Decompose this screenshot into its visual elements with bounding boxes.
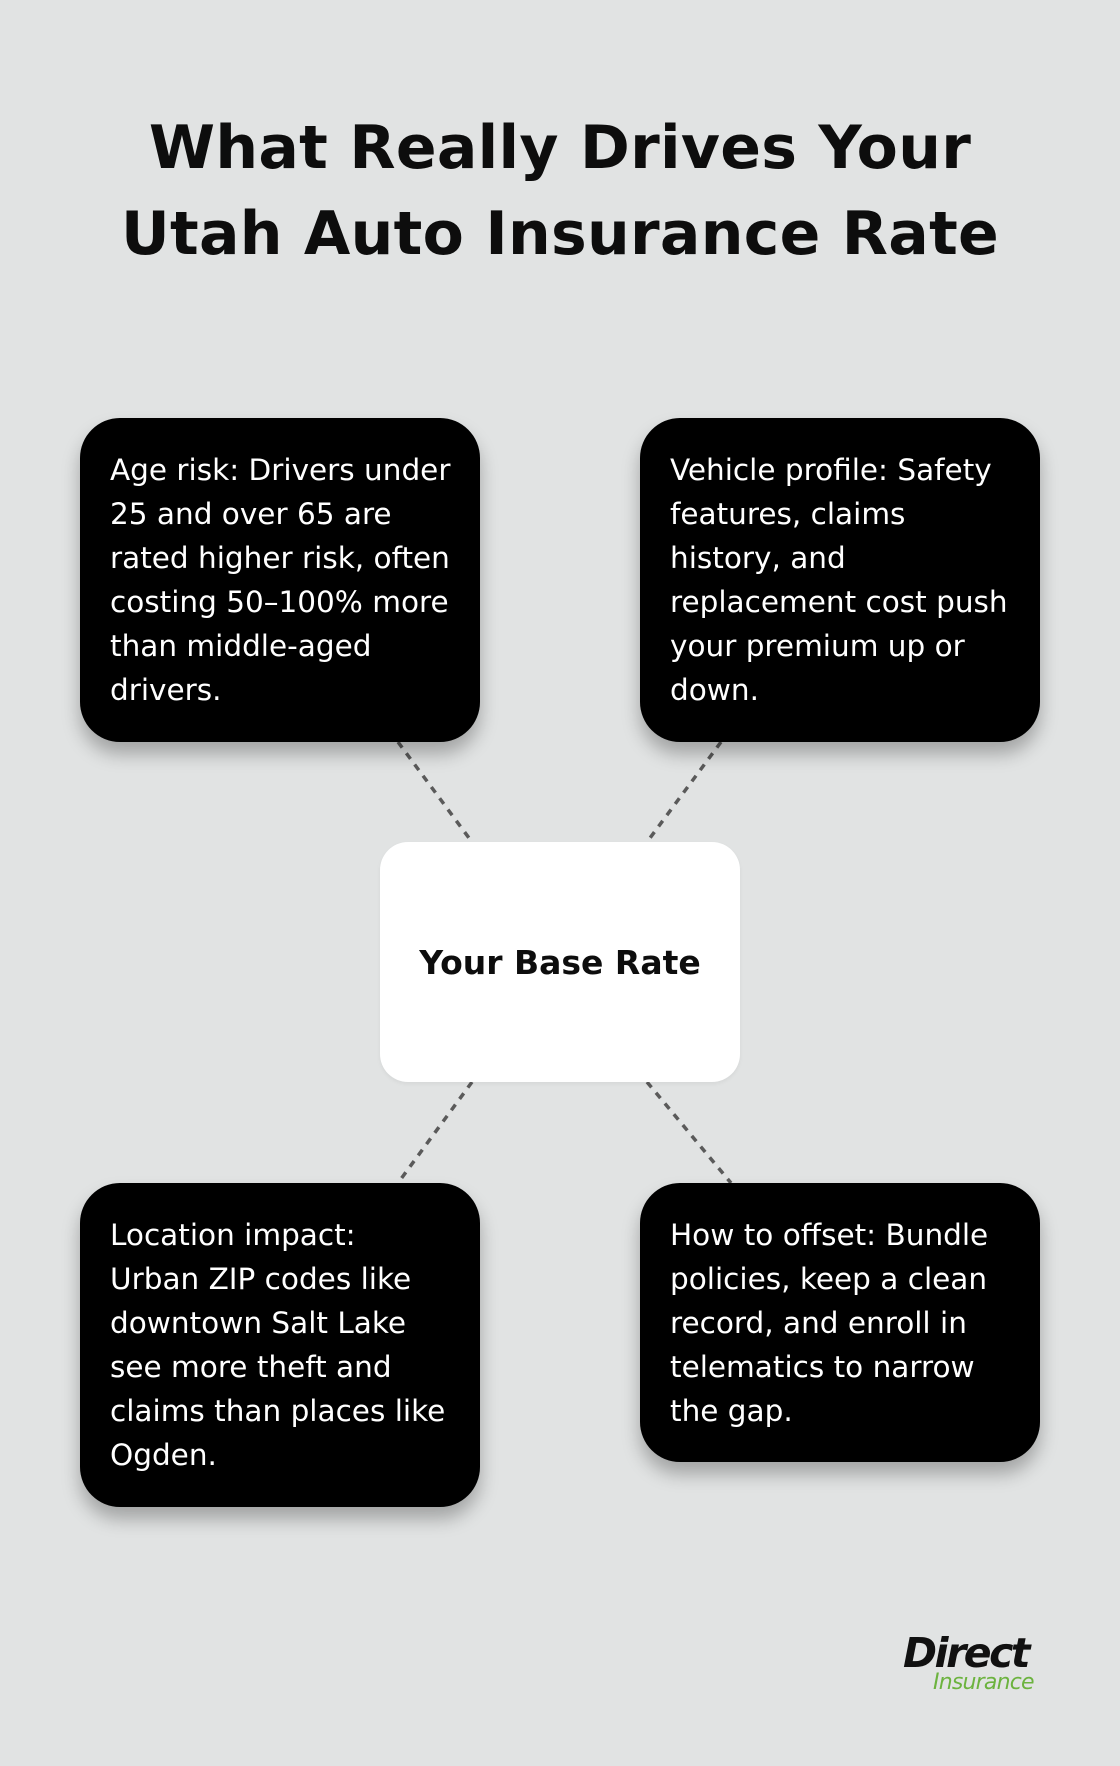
- connector-location: [398, 1082, 472, 1183]
- logo-wordmark: Direct: [903, 1629, 1029, 1677]
- factor-card-location: Location impact: Urban ZIP codes like downtown Salt Lake see more theft and claims than places like Ogden.: [80, 1183, 480, 1507]
- factor-card-offset: How to offset: Bundle policies, keep a clean record, and enroll in telematics to narrow the gap.: [640, 1183, 1040, 1462]
- connector-age: [398, 742, 472, 842]
- factor-card-vehicle: Vehicle profile: Safety features, claims history, and replacement cost push your premium up or down.: [640, 418, 1040, 742]
- connector-vehicle: [647, 742, 721, 842]
- center-label: Your Base Rate: [419, 942, 701, 982]
- page-title: What Really Drives Your Utah Auto Insurance Rate: [120, 113, 1000, 269]
- logo-subtext: Insurance: [933, 1670, 1034, 1695]
- brand-logo: [895, 1630, 1055, 1700]
- factor-card-age: Age risk: Drivers under 25 and over 65 are rated higher risk, often costing 50–100% more than middle-aged drivers.: [80, 418, 480, 742]
- connector-offset: [647, 1082, 731, 1183]
- center-node: [380, 842, 740, 1082]
